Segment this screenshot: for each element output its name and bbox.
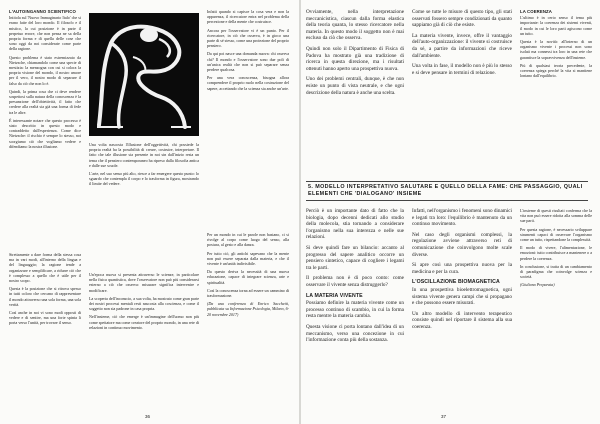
paragraph: Un'epoca nuova si presenta attraverso le scienze, in particolare nella fisica quantistica, dove l'osservatore non può più considerarsi esterno a ciò che osserva: misurare significa intervenire e modificare. <box>89 272 199 293</box>
section-heading: L'AUTOINGANNO SCIENTIFICO <box>9 9 76 14</box>
left-page <box>0 0 299 424</box>
paragraph: In una prospettiva bioelettromagnetica, ogni sistema vivente genera campi che si propagano e che possono essere misurati. <box>412 286 512 307</box>
paragraph: Per tutto ciò, gli antichi sapevano che la mente non può essere separata dalla materia, e che il vivente è un'unità indivisibile. <box>207 250 289 267</box>
paragraph: L'arte, nel suo senso più alto, riesce a far emergere questo punto: lo sguardo che contempla il corpo e lo trasforma in figura, mostrando il limite del vedere. <box>89 171 199 187</box>
paragraph: Da questo deriva la necessità di una nuova educazione, capace di integrare scienza, arte e spiritualità. <box>207 269 289 285</box>
paragraph: Ovviamente, nella interpretazione meccanicistica, ciascun dalla forma elastica della teoria quanta, lo stesso ricercatore nella materia. In questo modo il soggetto non è mai escluso da ciò che osserva. <box>306 9 404 42</box>
paragraph: La materia vivente, invece, offre il vantaggio dell'auto-organizzazione: il vivente si costruisce da sé, a partire da informazioni che riceve dall'ambiente. <box>412 32 512 59</box>
paragraph: Infatti, nell'organismo i fenomeni sono dinamici e legati tra loro: l'equilibrio è mantenuto da un continuo movimento. <box>412 208 512 228</box>
paragraph: Questo problema è stato estremizzato da Nietzsche, chiamandolo come una specie di mestizia: la menzogna con cui si colora la propria visione del mondo, il nostro amore per il vero, il nostro modo di separare il falso da ciò che non lo è. <box>9 54 81 86</box>
paragraph: Possiamo definire la materia vivente come un processo continuo di scambio, in cui la forma resta mentre la materia cambia. <box>306 300 404 320</box>
paragraph: Così anche in noi vi sono modi opposti di vedere e di sentire, ma una forte spinta li porta verso l'unità, per trovare il senso. <box>9 310 81 326</box>
paragraph: Si apre così una prospettiva nuova per la medicina e per la cura. <box>412 262 512 275</box>
left-column-3 <box>207 9 289 159</box>
left-column-3-lower <box>207 232 289 410</box>
paragraph: La scoperta dell'inconscio, a sua volta, ha mostrato come gran parte dei nostri processi mentali resti nascosta alla coscienza, e come il soggetto non sia padrone in casa propria. <box>89 295 199 312</box>
paragraph: Per un mondo in cui le parole non bastano, ci si rivolge al corpo come luogo del senso, alla postura, al gesto e alla danza. <box>207 232 289 248</box>
page-number: 36 <box>145 414 151 419</box>
paragraph: Questa è la posizione che si ritrova spesso in tutti coloro che cercano di rappresentare il mondo attraverso una sola forma, una sola verità. <box>9 286 81 307</box>
paragraph: Questa è la novità: all'interno di un organismo vivente i processi non sono isolati ma connessi tra loro in una rete che garantisce la sopravvivenza dell'insieme. <box>520 39 592 60</box>
paragraph: Per questa ragione, è necessario sviluppare strumenti capaci di osservare l'organismo come un tutto, rispettandone la complessità. <box>520 226 592 243</box>
paragraph: L'ultimo è in certo senso il tema più importante: la coerenza dei sistemi viventi, il modo in cui le loro parti agiscono come un tutto. <box>520 15 592 36</box>
paragraph: È interessante notare che questo processo è stato descritto in questo modo e contraddetto dall'esperienza. Come dice Nietzsche: il rischio è sempre lo stesso, noi scorgiamo ciò che vogliamo vedere e difendiamo la nostra illusione. <box>9 117 81 149</box>
paragraph: Infatti quando si capisce la cosa vera e non la apparenza, il ricercatore entra nel problema della percezione e della mente che costruisce. <box>207 9 289 25</box>
paragraph: Strettamente a dare forma della stessa cosa ma in vari modi, all'interno della lingua e del linguaggio; la ragione tende a organizzare e semplificare, a ridurre ciò che è complesso a quello che è utile per il nostro scopo. <box>9 252 81 284</box>
paragraph: Quindi non solo il Dipartimento di Fisica di Padova ha mostrato già una tradizione di ricerca in questa direzione, ma i risultati ottenuti hanno aperto una prospettiva nuova. <box>306 45 404 72</box>
paragraph: Una volta nascosta l'illusione dell'oggettività, chi possiede la propria realtà ha la possibilità di creare, costruire, interpretare. Il fatto che tale illusione sia presente in noi sin dall'inizio resta un tema che il pensiero contemporaneo ha ripreso dalla filosofia antica e dalle sue scuole. <box>89 142 199 168</box>
paragraph: Perciò è un importante dato di fatto che la biologia, dopo decenni dedicati allo studio della molecola, stia tornando a considerare l'organismo nella sua interezza e nelle sue relazioni. <box>306 208 404 241</box>
right-lower-column-1 <box>306 208 404 412</box>
contortion-illustration <box>89 13 199 136</box>
left-column-1 <box>9 9 81 159</box>
paragraph: Intitola sul 'Nuovo Immaginario Italo' che si erano fatte del loro mondo. Il filosofo e il mistico, la cui posizione è in parte il perpetuo errore, che non pensa ne sa della propria forma e di quella delle cose che sono oggi da noi considerate come parte della ragione. <box>9 15 81 52</box>
paragraph: Uno dei problemi centrali, dunque, è che non esiste un punto di vista neutrale, e che ogni descrizione della natura è anche una scelta. <box>306 76 404 96</box>
paragraph: Più di qualsiasi teoria precedente, la coerenza spiega perché la vita si mantiene lontano dall'equilibrio. <box>520 62 592 79</box>
right-column-3 <box>520 9 592 177</box>
paragraph: Così la conoscenza torna ad essere un cammino di trasformazione. <box>207 287 289 299</box>
paragraph: Da qui poi nasce una domanda nuova: chi osserva chi? Il mondo e l'osservatore sono due poli di un'unica realtà che non si può separare senza perdere qualcosa. <box>207 51 289 73</box>
left-column-2-lower <box>89 142 199 270</box>
paragraph: Quindi, la prima cosa che ci deve rendere sospettosi sulla natura della conoscenza è la presunzione dell'obiettività, il fatto che credere alla realtà sia già una forma di fede tra le altre. <box>9 88 81 115</box>
figure-caption: 5. MODELLO INTERPRETATIVO SALUTARE E QUELLO DELLA FAME: CHE PASSAGGIO, QUALI ELEMENTI CHE 'DIALOGANO' INSIEME <box>306 181 588 201</box>
paragraph: Una volta in fase, il modello non è più lo stesso e si deve pensare in termini di relazione. <box>412 63 512 76</box>
right-column-2 <box>412 9 512 177</box>
paragraph: Come se tutte le misure di questo tipo, gli stati osservati fossero sempre condizionati da quanto sappiamo già di ciò che esiste. <box>412 9 512 29</box>
paragraph: Il modo di vivere, l'alimentazione, le emozioni: tutto contribuisce a mantenere o a perdere la coerenza. <box>520 245 592 261</box>
paragraph: Nel caso degli organismi complessi, la regolazione avviene attraverso reti di comunicazione che coinvolgono molte scale diverse. <box>412 231 512 258</box>
paragraph: Si deve quindi fare un bilancio: accanto al progresso del sapere analitico occorre un pensiero sintetico, capace di cogliere i legami tra le parti. <box>306 244 404 271</box>
source-note: (Da una conferenza di Enrico Sacchetti, pubblicata su Informazione Psicologia, Milano, 6-20 novembre 2017) <box>207 301 289 317</box>
page-number: 37 <box>441 414 447 419</box>
paragraph: L'insieme di questi risultati conferma che la vita non può essere ridotta alla somma delle sue parti. <box>520 208 592 224</box>
subheading: L'OSCILLAZIONE BIOMAGNETICA <box>412 279 500 286</box>
paragraph: Il problema non è di poco conto: come osservare il vivente senza distruggerlo? <box>306 275 404 288</box>
right-lower-column-2 <box>412 208 512 412</box>
left-column-1-lower <box>9 252 81 410</box>
author-signature: (Giuliano Preparata) <box>520 282 555 288</box>
right-page <box>301 0 600 424</box>
left-column-2-bottom <box>89 272 199 410</box>
paragraph: In conclusione, si tratta di un cambiamento di paradigma che coinvolge scienza e società. <box>520 263 592 280</box>
paragraph: Per una vera conoscenza, bisogna allora comprendere il proprio ruolo nella costruzione del sapere, accettando che la scienza sia anche un'arte. <box>207 75 289 91</box>
section-heading: LA COERENZA <box>520 9 552 14</box>
paragraph: Un altro modello di intervento terapeutico consiste quindi nel riportare il sistema alla sua coerenza. <box>412 310 512 330</box>
paragraph: Ancora per l'osservatore vi è un punto. Per il ricercatore, in ciò che osserva, è in gioco una parte di sé stesso, come una proiezione del proprio pensiero. <box>207 27 289 49</box>
paragraph: Nell'insieme, ciò che emerge è un'immagine dell'uomo non più come spettatore ma come creatore del proprio mondo, in una rete di relazioni in continuo movimento. <box>89 314 199 330</box>
right-column-1 <box>306 9 404 177</box>
subheading: LA MATERIA VIVENTE <box>306 292 363 299</box>
paragraph: Questa visione ci porta lontano dall'idea di un meccanismo, verso una concezione in cui l'informazione conta più della sostanza. <box>306 323 404 344</box>
body-figure-drawing <box>89 13 199 136</box>
right-lower-column-3 <box>520 208 592 412</box>
